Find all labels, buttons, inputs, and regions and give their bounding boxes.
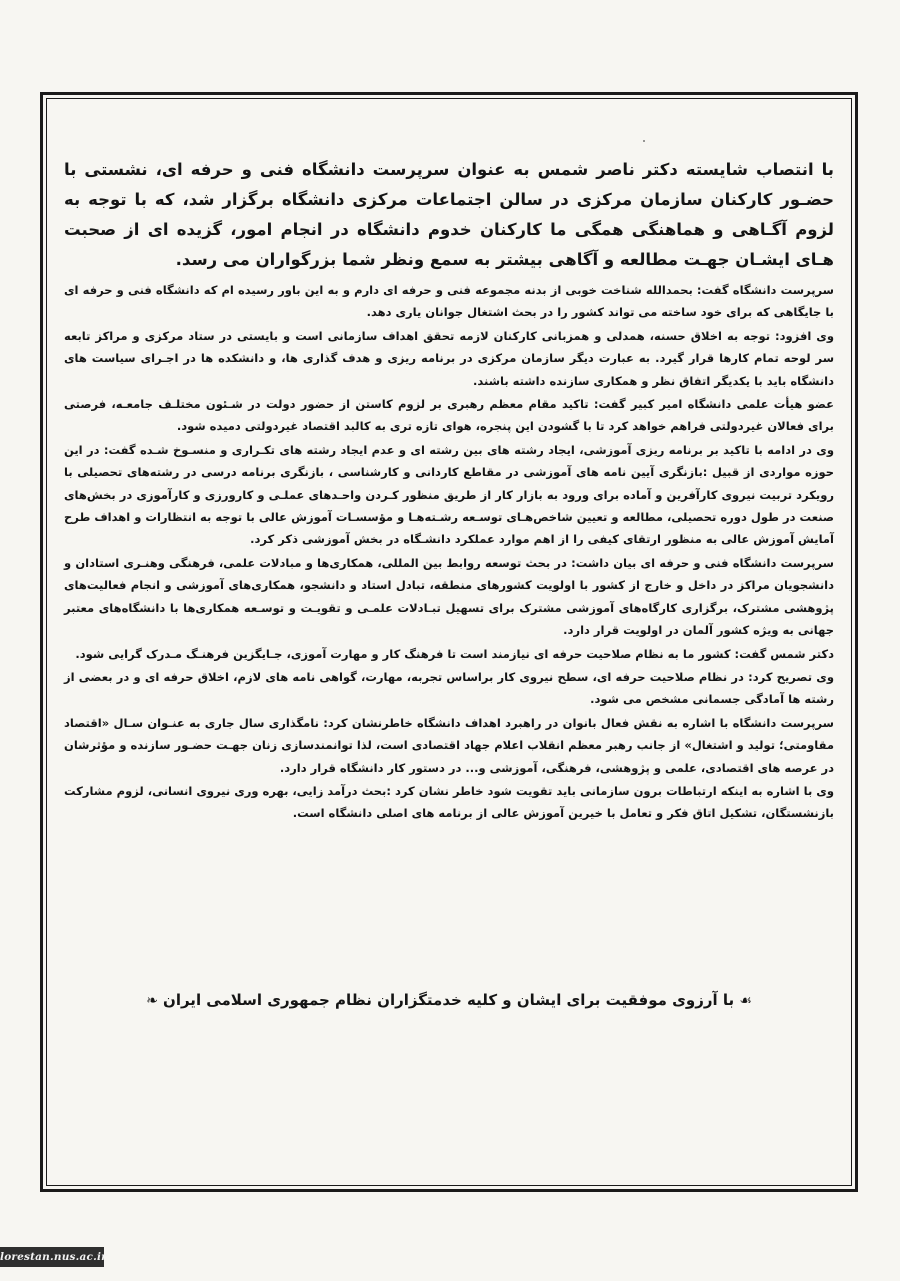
article-body xyxy=(64,155,834,826)
paragraph-2: وی افزود: توجه به اخلاق حسنه، همدلی و همزبانی کارکنان لازمه تحقق اهداف سازمانی است و بایستی در ستاد مرکزی و مراکز تابعه سر لوحه تمام کارها قرار گیرد. به عبارت دیگر سازمان مرکزی در برنامه ریزی و هدف گذاری ها، و دانشکده ها در اجـرای سیاست های دانشگاه باید با یکدیگر اتفاق نظر و همکاری سازنده داشته باشند. xyxy=(64,328,834,388)
closing-line xyxy=(64,988,834,1013)
intro-paragraph: با انتصاب شایسته دکتر ناصر شمس به عنوان سرپرست دانشگاه فنی و حرفه ای، نشستی با حضـور کارکنان سازمان مرکزی در سالن اجتماعات مرکزی دانشگاه برگزار شد، که با توجه به لزوم آگـاهی و هماهنگی همگی ما کارکنان خدوم دانشگاه در انجام امور، گزیده ای از صحبت هـای ایشـان جهـت مطالعه و آگاهی بیشتر به سمع ونظر شما بزرگواران می رسد. xyxy=(64,160,834,269)
ornament-left-icon: ❧ xyxy=(146,993,158,1009)
closing-text: با آرزوی موفقیت برای ایشان و کلیه خدمتگزاران نظام جمهوری اسلامی ایران xyxy=(163,991,735,1009)
ornament-right-icon: ☙ xyxy=(739,993,752,1009)
paragraph-3: عضو هیأت علمی دانشگاه امیر کبیر گفت: تاکید مقام معظم رهبری بر لزوم کاستن از حضور دولت در شـئون مختلـف جامعـه، فرصتی برای فعالان غیردولتی فراهم خواهد کرد تا با گشودن این پنجره، هوای تازه تری به کالبد اقتصاد غیردولتی دمیده شود. xyxy=(64,397,834,434)
paper-speck xyxy=(643,140,645,142)
paragraph-1: سرپرست دانشگاه گفت: بحمدالله شناخت خوبی از بدنه مجموعه فنی و حرفه ای دارم و به این باور رسیده ام که دانشگاه فنی و حرفه ای با جایگاهی که برای خود ساخته می تواند کشور را در بحث اشتغال جوانان یاری دهد. xyxy=(64,283,834,320)
paragraph-5: سرپرست دانشگاه فنی و حرفه ای بیان داشت: در بحث توسعه روابط بین المللی، همکاری‌ها و مبادلات علمی، فرهنگی وهنـری استادان و دانشجویان مراکز در داخل و خارج از کشور با اولویت کشورهای منطقه، تبادل استاد و دانشجو، همکاری‌های آموزشی و انجام فعالیت‌های پژوهشی مشترک، برگزاری کارگاه‌های آموزشی مشترک برای تسهیل تبـادلات علمـی و تقویـت و توسـعه همکاری‌ها با دانشگاه‌های معتبر جهانی به ویژه کشور آلمان در اولویت قرار دارد. xyxy=(64,555,834,638)
site-watermark: lorestan.nus.ac.ir xyxy=(0,1247,104,1267)
paragraph-4: وی در ادامه با تاکید بر برنامه ریزی آموزشی، ایجاد رشته های بین رشته ای و عدم ایجاد رشته های تکـراری و منسـوخ شـده گفت: در این حوزه مواردی از قبیل :بازنگری آیین نامه های آموزشی در مقاطع کاردانی و کارشناسی ، بازنگری برنامه درسی در رشته‌های تحصیلی با رویکرد تربیت نیروی کارآفرین و آماده برای ورود به بازار کار از طریق منظور کـردن واحـدهای عملـی و کارورزی و کارآموزی در بخش‌های صنعت در طول دوره تحصیلی، مطالعه و تعیین شاخص‌هـای توسـعه رشـته‌هـا و مؤسسـات آموزش عالی با توجه به انتظارات و اهداف طرح آمایش آموزش عالی به منظور ارتقای کیفی را از اهم موارد عملکرد دانشـگاه در بخش آموزشی ذکر کرد. xyxy=(64,442,834,547)
paragraph-9: وی با اشاره به اینکه ارتباطات برون سازمانی باید تقویت شود خاطر نشان کرد :بحث درآمد زایی، بهره وری نیروی انسانی، لزوم مشارکت بازنشستگان، تشکیل اتاق فکر و تعامل با خیرین آموزش عالی از برنامه های اصلی دانشگاه است. xyxy=(64,783,834,821)
paragraph-8: سرپرست دانشگاه با اشاره به نقش فعال بانوان در راهبرد اهداف دانشگاه خاطرنشان کرد: نامگذاری سال جاری به عنـوان سـال «اقتصاد مقاومتی؛ تولید و اشتغال» از جانب رهبر معظم انقلاب اعلام جهاد اقتصادی است، لذا توانمندسازی زنان جهـت حضـور سازنده و مؤثرشان در عرصه های اقتصادی، علمی و پژوهشی، فرهنگی، آموزشی و... در دستور کار دانشگاه قرار دارد. xyxy=(64,715,834,775)
paragraph-6: دکتر شمس گفت: کشور ما به نظام صلاحیت حرفه ای نیازمند است تا فرهنگ کار و مهارت آموزی، جـایگزین فرهنـگ مـدرک گرایی شود. xyxy=(75,646,834,661)
paragraph-7: وی تصریح کرد: در نظام صلاحیت حرفه ای، سطح نیروی کار براساس تجربه، مهارت، گواهی نامه های لازم، اخلاق حرفه ای و در بعضی از رشته ها آمادگی جسمانی مشخص می شود. xyxy=(64,669,834,707)
